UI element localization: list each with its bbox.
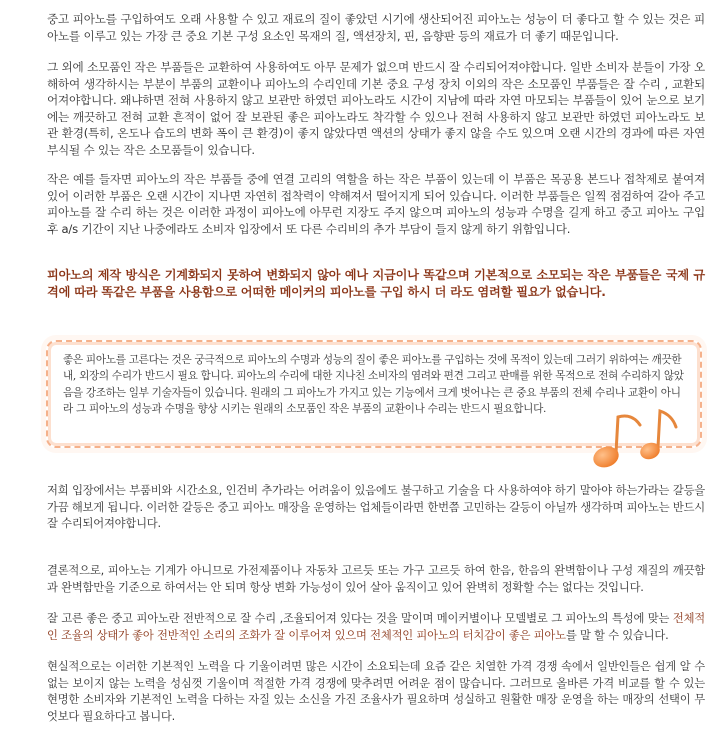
paragraph-dilemma: 저희 입장에서는 부품비와 시간소요, 인건비 추가라는 어려움이 있음에도 불구하고 기술을 다 사용하여야 하기 말아야 하는가라는 갈등을 가끔 해보게 됩니다. 이러한 갈등은 중고 피아노 매장을 운영하는 업체들이라면 한번쯤 고민하는 갈등이 아닐까 생각하며 피아노는 반드시 잘 수리되어져야합니다. (47, 484, 705, 531)
paragraph-consumables: 그 외에 소모품인 작은 부품들은 교환하여 사용하여도 아무 문제가 없으며 반드시 잘 수리되어져야합니다. 일반 소비자 분들이 가장 오해하여 생각하시는 부분이 부품의 교환이나 피아노의 수리인데 기본 중요 구성 장치 이외의 작은 소모품인 부품들은 잘 수리 , 교환되어져야합니다. 왜냐하면 전혀 사용하지 않고 보관만 하였던 피아노라도 시간이 지남에 따라 자연 마모되는 부품들이 있어 눈으로 보기에는 깨끗하고 전혀 교환 흔적이 없어 잘 보관된 좋은 피아노라도 착각할 수 있으나 전혀 사용하지 않고 보관만 하였던 피아노라도 보관 환경(특히, 온도나 습도의 변화 폭이 큰 환경)이 좋지 않았다면 액션의 상태가 좋지 않을 수도 있으며 오랜 시간의 경과에 따른 자연 부식될 수 있는 작은 소모품들이 있습니다. (47, 60, 705, 157)
good-piano-highlight: 전체적인 조율의 상태가 좋아 전반적인 소리의 조화가 잘 이루어져 있으며 전체적인 피아노의 터치감이 좋은 피아노 (47, 612, 705, 642)
music-note-icon (588, 403, 684, 471)
highlight-paragraph: 피아노의 제작 방식은 기계화되지 못하여 변화되지 않아 예나 지금이나 똑같으며 기본적으로 소모되는 작은 부품들은 국제 규격에 따라 똑같은 부품을 사용함으로 어떠한 메이커의 피아노를 구입 하시 더 라도 염려할 필요가 없습니다. (47, 268, 705, 299)
paragraph-example: 작은 예를 들자면 피아노의 작은 부품들 중에 연결 고리의 역할을 하는 작은 부품이 있는데 이 부품은 목공용 본드나 접착제로 붙여져 있어 이러한 부품은 오랜 시간이 지나면 자연히 접착력이 약해져서 떨어지게 되어 있습니다. 이러한 부품들은 일찍 점검하여 갈아 주고 피아노를 잘 수리 하는 것은 이러한 과정이 피아노에 아무런 지장도 주지 않으며 피아노의 성능과 수명을 길게 하고 중고 피아노 구입 후 a/s 기간이 지난 나중에라도 소비자 입장에서 또 다른 수리비의 추가 부담이 들지 않게 하기 위함입니다. (47, 172, 705, 236)
paragraph-reality: 현실적으로는 이러한 기본적인 노력을 다 기울이려면 많은 시간이 소요되는데 요즘 같은 치열한 가격 경쟁 속에서 일반인들은 쉽게 알 수 없는 보이지 않는 노력을 성심껏 기울이며 적절한 가격 경쟁에 맞추려면 어려운 점이 많습니다. 그러므로 올바른 가격 비교를 할 수 있는 현명한 소비자와 기본적인 노력을 다하는 자질 있는 소신을 가진 조율사가 필요하며 성실하고 원활한 매장 운영을 하는 매장의 선택이 무엇보다 필요하다고 봅니다. (47, 660, 705, 723)
paragraph-intro: 중고 피아노를 구입하여도 오래 사용할 수 있고 재료의 질이 좋았던 시기에 생산되어진 피아노는 성능이 더 좋다고 할 수 있는 것은 피아노를 이루고 있는 가장 큰 중요 기본 구성 요소인 목재의 질, 액션장치, 핀, 음향판 등의 재료가 더 좋기 때문입니다. (47, 12, 705, 43)
quote-text: 좋은 피아노를 고른다는 것은 궁극적으로 피아노의 수명과 성능의 질이 좋은 피아노를 구입하는 것에 목적이 있는데 그러기 위하여는 깨끗한 내, 외장의 수리가 반드시 필요 합니다. 피아노의 수리에 대한 지나친 소비자의 염려와 편견 그리고 판매를 위한 목적으로 전혀 수리하지 않았음을 강조하는 일부 기술자들이 있습니다. 원래의 그 피아노가 가지고 있는 기능에서 크게 벗어나는 큰 중요 부품의 전체 수리나 교환이 아니라 그 피아노의 성능과 수명을 향상 시키는 원래의 소모품인 작은 부품의 교환이나 수리는 반드시 필요합니다. (63, 354, 684, 416)
paragraph-conclusion: 결론적으로, 피아노는 기계가 아니므로 가전제품이나 자동차 고르듯 또는 가구 고르듯 하여 한음, 한음의 완벽함이나 구성 재질의 깨끗함과 완벽함만을 기준으로 하여서는 안 되며 항상 변화 가능성이 있어 살아 움직이고 있어 완벽히 정확할 수는 없다는 것입니다. (47, 564, 705, 594)
good-piano-text-c: 를 말 할 수 있습니다. (565, 628, 669, 642)
good-piano-text-a: 잘 고른 좋은 중고 피아노란 전반적으로 잘 수리 ,조율되어져 있다는 것을 말이며 메이커별이나 모델별로 그 피아노의 특성에 맞는 (47, 612, 673, 625)
paragraph-good-piano (47, 611, 705, 644)
